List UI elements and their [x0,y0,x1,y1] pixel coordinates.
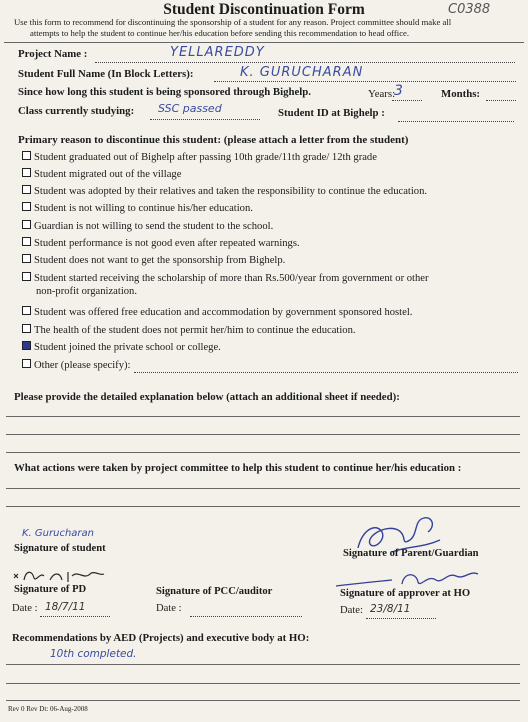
reason-scholarship-continued: non-profit organization. [36,286,138,297]
years-value: 3 [394,83,403,99]
reason-graduated[interactable]: Student graduated out of Bighelp after passing 10th grade/11th grade/ 12th grade [22,151,377,163]
student-name-value: K. GURUCHARAN [240,65,364,80]
approver-date-value: 23/8/11 [370,603,411,615]
checkbox-icon[interactable] [22,359,31,368]
project-name-label: Project Name : [18,48,88,60]
reason-no-sponsorship[interactable]: Student does not want to get the sponsorship from Bighelp. [22,254,285,266]
recommendations-line-1 [6,664,520,665]
checkbox-icon[interactable] [22,237,31,246]
actions-line-2 [6,506,520,507]
pcc-date-label: Date : [156,603,182,614]
recommendations-line-3 [6,700,520,701]
project-name-value: YELLAREDDY [170,45,265,60]
reason-private-school[interactable]: Student joined the private school or college. [22,341,221,353]
checked-checkbox-icon[interactable] [22,341,31,350]
checkbox-icon[interactable] [22,324,31,333]
months-label: Months: [441,88,480,100]
recommendations-heading: Recommendations by AED (Projects) and executive body at HO: [12,632,310,644]
explanation-line-2 [6,434,520,435]
checkbox-icon[interactable] [22,202,31,211]
checkbox-icon[interactable] [22,272,31,281]
explanation-heading: Please provide the detailed explanation below (attach an additional sheet if needed): [14,391,400,403]
actions-line-1 [6,488,520,489]
reasons-heading: Primary reason to discontinue this student: (please attach a letter from the student) [18,134,409,146]
reason-guardian-not-willing[interactable]: Guardian is not willing to send the student to the school. [22,220,273,232]
checkbox-icon[interactable] [22,220,31,229]
checkbox-icon[interactable] [22,306,31,315]
reason-performance[interactable]: Student performance is not good even after repeated warnings. [22,237,300,249]
checkbox-icon[interactable] [22,151,31,160]
pcc-signature-label: Signature of PCC/auditor [156,586,273,597]
actions-heading: What actions were taken by project committee to help this student to continue her/his education : [14,462,462,474]
class-value: SSC passed [158,102,222,115]
form-title: Student Discontinuation Form [163,1,365,18]
explanation-line-1 [6,416,520,417]
sponsorship-duration-label: Since how long this student is being sponsored through Bighelp. [18,86,311,98]
explanation-line-3 [6,452,520,453]
reason-scholarship[interactable]: Student started receiving the scholarship of more than Rs.500/year from government or other [22,272,429,284]
student-id-label: Student ID at Bighelp : [278,107,385,119]
reason-adopted[interactable]: Student was adopted by their relatives and taken the responsibility to continue the education. [22,185,427,197]
checkbox-icon[interactable] [22,254,31,263]
approver-date-label: Date: [340,605,363,616]
years-label: Years: [368,88,396,100]
pd-signature-label: Signature of PD [14,584,87,595]
checkbox-icon[interactable] [22,168,31,177]
parent-signature-label: Signature of Parent/Guardian [343,548,479,559]
reason-hostel[interactable]: Student was offered free education and accommodation by government sponsored hostel. [22,306,412,318]
recommendation-value: 10th completed. [50,648,137,660]
student-signature-label: Signature of student [14,543,106,554]
form-id-stamp: C0388 [448,2,491,17]
intro-line-2: attempts to help the student to continue her/his education before sending this recommendation to head office. [30,28,410,38]
recommendations-line-2 [6,683,520,684]
revision-footer: Rev 0 Rev Dt: 06-Aug-2008 [8,705,88,713]
pd-signature-scribble [10,566,110,586]
reason-other[interactable]: Other (please specify): [22,359,130,371]
checkbox-icon[interactable] [22,185,31,194]
intro-line-1: Use this form to recommend for discontinuing the sponsorship of a student for any reason. Project committee should make all [14,17,452,27]
approver-signature-label: Signature of approver at HO [340,588,471,599]
reason-migrated[interactable]: Student migrated out of the village [22,168,181,180]
reason-health[interactable]: The health of the student does not permit her/him to continue the education. [22,324,356,336]
class-label: Class currently studying: [18,105,135,117]
student-name-label: Student Full Name (In Block Letters): [18,68,194,80]
pd-date-value: 18/7/11 [45,601,86,613]
student-signature-handwriting: K. Gurucharan [22,528,94,539]
pd-date-label: Date : [12,603,38,614]
reason-not-willing[interactable]: Student is not willing to continue his/her education. [22,202,253,214]
